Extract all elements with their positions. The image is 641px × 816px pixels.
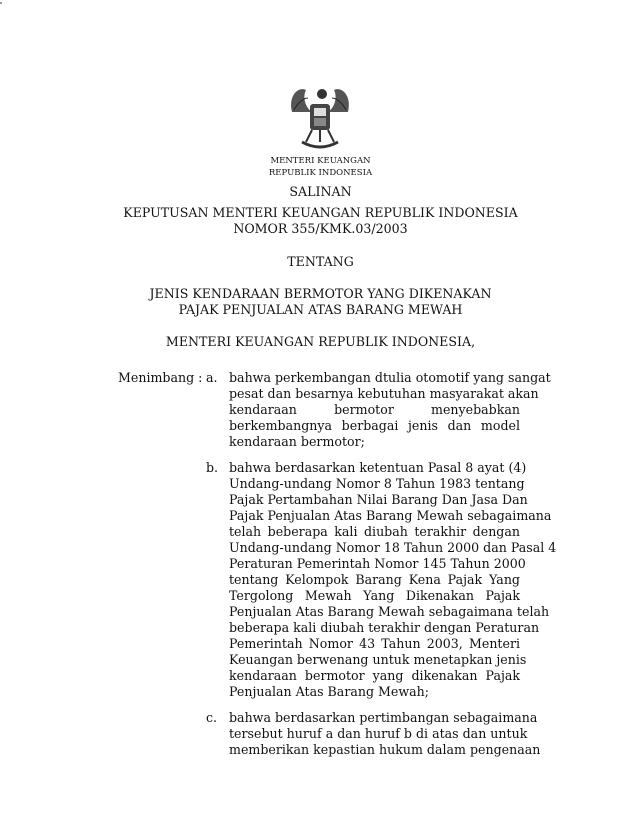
text-line: berkembangnya berbagai jenis dan model [229, 418, 520, 433]
tentang-heading: TENTANG [287, 254, 354, 269]
minister-heading: MENTERI KEUANGAN REPUBLIK INDONESIA, [165, 334, 476, 349]
org-name-line1: MENTERI KEUANGAN [270, 156, 371, 166]
text-line: tersebut huruf a dan huruf b di atas dan untuk [229, 726, 528, 741]
text-line: memberikan kepastian hukum dalam pengenaan [229, 742, 541, 757]
text-line: telah beberapa kali diubah terakhir dengan [229, 524, 520, 539]
text-line: Keuangan berwenang untuk menetapkan jenis [229, 652, 527, 667]
item-letter: b. [206, 460, 219, 475]
text-line: beberapa kali diubah terakhir dengan Peraturan [229, 620, 540, 635]
document-number: NOMOR 355/KMK.03/2003 [233, 221, 408, 236]
text-line: Tergolong Mewah Yang Dikenakan Pajak [229, 588, 520, 603]
text-line: Penjualan Atas Barang Mewah sebagaimana telah [229, 604, 550, 619]
text-line: bahwa berdasarkan ketentuan Pasal 8 ayat (4) [229, 460, 527, 475]
text-line: Undang-undang Nomor 18 Tahun 2000 dan Pasal 4 [229, 540, 557, 555]
document-title: KEPUTUSAN MENTERI KEUANGAN REPUBLIK INDONESIA [123, 205, 518, 220]
subject-line1: JENIS KENDARAAN BERMOTOR YANG DIKENAKAN [149, 286, 492, 301]
text-line: kendaraan bermotor yang dikenakan Pajak [229, 668, 520, 683]
garuda-emblem-icon [284, 82, 356, 154]
text-line: pesat dan besarnya kebutuhan masyarakat akan [229, 386, 539, 401]
text-line: bahwa perkembangan dtulia otomotif yang sangat [229, 370, 551, 385]
item-letter: a. [206, 370, 218, 385]
item-text [229, 370, 551, 450]
item-text [229, 460, 557, 700]
salinan-label: SALINAN [289, 184, 352, 199]
scan-speck [0, 2, 2, 4]
considering-label: Menimbang : [118, 370, 203, 385]
item-text [229, 710, 541, 758]
text-line: kendaraan bermotor menyebabkan [229, 402, 520, 417]
text-line: Pemerintah Nomor 43 Tahun 2003, Menteri [229, 636, 520, 651]
text-line: tentang Kelompok Barang Kena Pajak Yang [229, 572, 520, 587]
text-line: Undang-undang Nomor 8 Tahun 1983 tentang [229, 476, 525, 491]
org-name-line2: REPUBLIK INDONESIA [268, 168, 373, 178]
text-line: Peraturan Pemerintah Nomor 145 Tahun 2000 [229, 556, 526, 571]
text-line: Pajak Pertambahan Nilai Barang Dan Jasa Dan [229, 492, 528, 507]
text-line: Pajak Penjualan Atas Barang Mewah sebagaimana [229, 508, 552, 523]
item-letter: c. [206, 710, 218, 725]
subject-line2: PAJAK PENJUALAN ATAS BARANG MEWAH [178, 302, 463, 317]
text-line: bahwa berdasarkan pertimbangan sebagaimana [229, 710, 538, 725]
text-line: kendaraan bermotor; [229, 434, 365, 449]
text-line: Penjualan Atas Barang Mewah; [229, 684, 430, 699]
